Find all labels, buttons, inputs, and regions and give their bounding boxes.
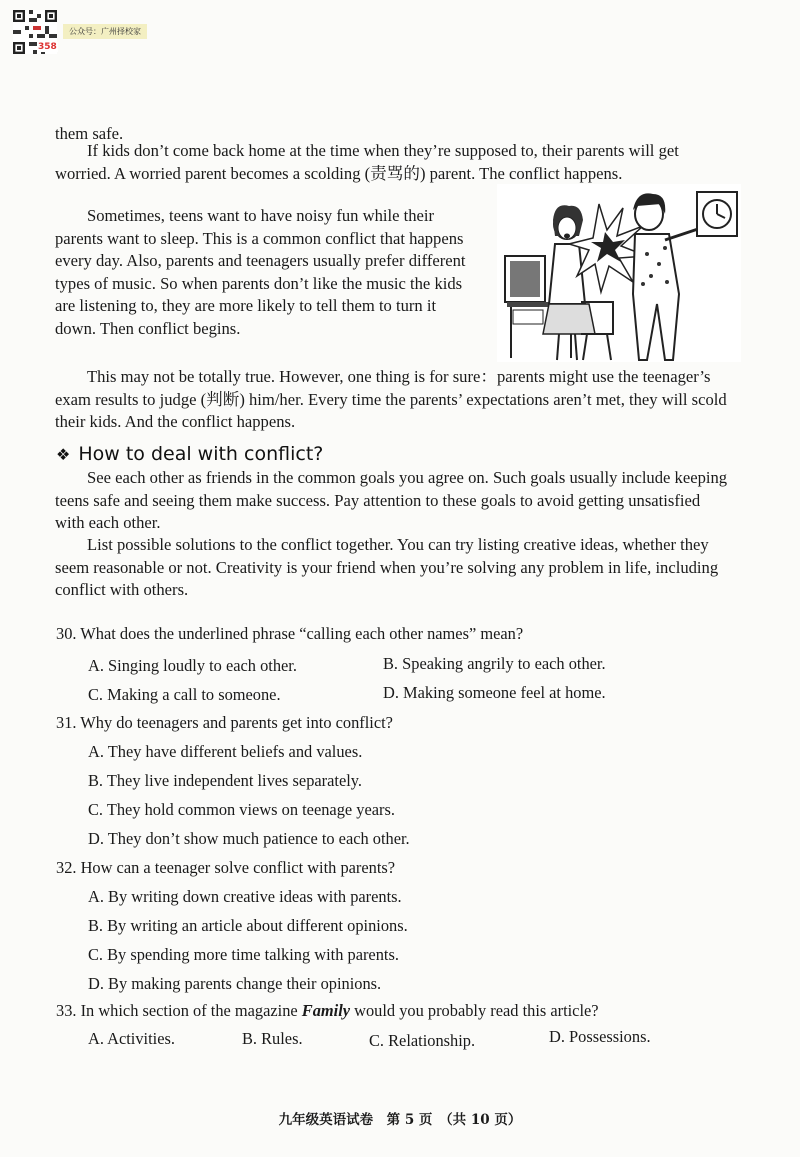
- page-footer: 九年级英语试卷 第 5 页 （共 10 页）: [278, 1112, 522, 1128]
- family-conflict-illustration: [497, 184, 741, 362]
- passage-line-top: them safe.: [55, 124, 124, 143]
- option-33d: D. Possessions.: [549, 1027, 651, 1046]
- option-33c: C. Relationship.: [369, 1031, 476, 1050]
- section-heading: ❖ How to deal with conflict?: [56, 443, 324, 465]
- qr-number: 358: [38, 42, 57, 52]
- option-30c: C. Making a call to someone.: [88, 685, 281, 704]
- option-30d: D. Making someone feel at home.: [383, 683, 606, 702]
- magazine-title: Family: [301, 1001, 351, 1020]
- passage-paragraph-1: If kids don’t come back home at the time when they’re supposed to, their parents will get worried. A worried parent becomes a scolding (责骂的) parent. The conflict happens.: [55, 141, 679, 183]
- option-30a: A. Singing loudly to each other.: [88, 656, 297, 675]
- option-32d: D. By making parents change their opinions.: [88, 974, 382, 993]
- option-31d: D. They don’t show much patience to each other.: [88, 829, 410, 848]
- option-33b: B. Rules.: [242, 1029, 303, 1048]
- passage-paragraph-3: This may not be totally true. However, one thing is for sure：parents might use the teenager’s exam results to judge (判断) him/her. Every time the parents’ expectations aren’t met, they will scold their kids. And the conflict happens.: [55, 367, 727, 431]
- question-33: 33. In which section of the magazine Family would you probably read this article?: [56, 1001, 599, 1020]
- question-31: 31. Why do teenagers and parents get into conflict?: [56, 713, 393, 732]
- option-32c: C. By spending more time talking with parents.: [88, 945, 399, 964]
- option-32b: B. By writing an article about different opinions.: [88, 916, 408, 935]
- option-30b: B. Speaking angrily to each other.: [383, 654, 606, 673]
- option-32a: A. By writing down creative ideas with parents.: [88, 887, 402, 906]
- passage-paragraph-5: List possible solutions to the conflict together. You can try listing creative ideas, whether they seem reasonable or not. Creativity is your friend when you’re solving any problem in life, including conflict with others.: [55, 535, 719, 599]
- option-31c: C. They hold common views on teenage years.: [88, 800, 395, 819]
- question-30: 30. What does the underlined phrase “calling each other names” mean?: [56, 624, 524, 643]
- passage-paragraph-4: See each other as friends in the common goals you agree on. Such goals usually include keeping teens safe and seeing them make success. Pay attention to these goals to avoid getting unsatisfied with each other.: [55, 468, 728, 532]
- option-31a: A. They have different beliefs and values.: [88, 742, 363, 761]
- passage-paragraph-2: Sometimes, teens want to have noisy fun while their parents want to sleep. This is a common conflict that happens every day. Also, parents and teenagers usually prefer different types of music. So when parents don’t like the music the kids are listening to, they are more likely to tell them to turn it down. Then conflict begins.: [55, 206, 466, 338]
- diamond-bullet-icon: ❖: [56, 445, 71, 464]
- account-tag: 公众号：广州择校家: [63, 24, 147, 39]
- question-32: 32. How can a teenager solve conflict with parents?: [56, 858, 396, 877]
- option-33a: A. Activities.: [88, 1029, 175, 1048]
- option-31b: B. They live independent lives separately.: [88, 771, 363, 790]
